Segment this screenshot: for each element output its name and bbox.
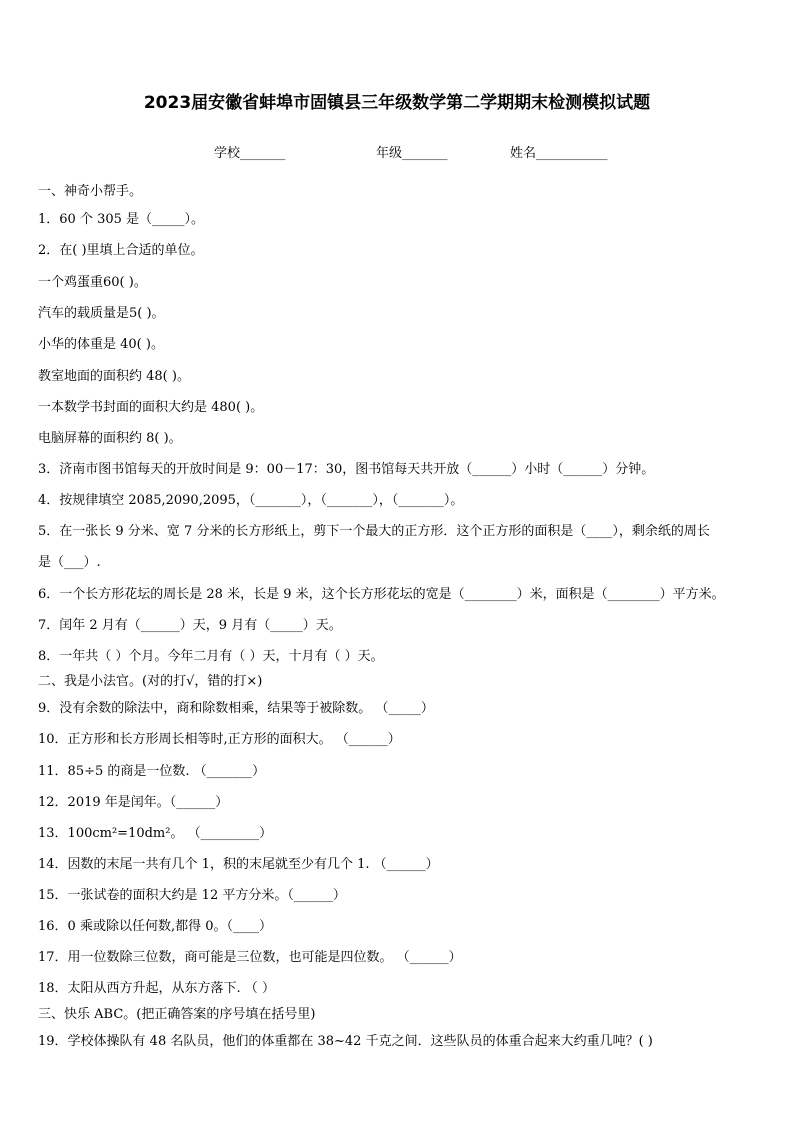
question-line: 11．85÷5 的商是一位数. （_______） xyxy=(38,764,266,779)
question-line: 教室地面的面积约 48( )。 xyxy=(38,369,190,384)
question-line: 5．在一张长 9 分米、宽 7 分米的长方形纸上，剪下一个最大的正方形．这个正方形的面积是（____），剩余纸的周长 xyxy=(38,524,710,539)
name-field[interactable]: 姓名___________ xyxy=(510,146,608,161)
question-line: 6．一个长方形花坛的周长是 28 米，长是 9 米，这个长方形花坛的宽是（________）米，面积是（________）平方米。 xyxy=(38,587,725,602)
question-line: 1．60 个 305 是（_____）。 xyxy=(38,212,205,227)
question-line: 19．学校体操队有 48 名队员，他们的体重都在 38~42 千克之间．这些队员的体重合起来大约重几吨？( ) xyxy=(38,1034,653,1049)
school-field[interactable]: 学校_______ xyxy=(214,146,286,161)
grade-field[interactable]: 年级_______ xyxy=(376,146,448,161)
section-heading: 二、我是小法官。(对的打√，错的打×) xyxy=(38,674,263,689)
question-line: 18．太阳从西方升起，从东方落下. （ ） xyxy=(38,981,275,996)
question-line: 14．因数的末尾一共有几个 1，积的末尾就至少有几个 1. （______） xyxy=(38,857,439,872)
question-line: 16．0 乘或除以任何数,都得 0。（____） xyxy=(38,919,272,934)
question-line: 10．正方形和长方形周长相等时,正方形的面积大。 （______） xyxy=(38,732,401,747)
question-line: 3．济南市图书馆每天的开放时间是 9：00－17：30，图书馆每天共开放（______）小时（______）分钟。 xyxy=(38,462,655,477)
question-line: 7．闰年 2 月有（______）天，9 月有（_____）天。 xyxy=(38,618,342,633)
question-line: 2．在( )里填上合适的单位。 xyxy=(38,243,204,258)
question-line: 12．2019 年是闰年。（______） xyxy=(38,795,229,810)
question-line: 是（___）. xyxy=(38,555,101,570)
section-heading: 一、神奇小帮手。 xyxy=(38,184,143,199)
page-title: 2023届安徽省蚌埠市固镇县三年级数学第二学期期末检测模拟试题 xyxy=(143,93,651,113)
question-line: 4．按规律填空 2085,2090,2095，（_______），（_______），（_______）。 xyxy=(38,493,464,508)
question-line: 8．一年共（ ）个月。今年二月有（ ）天，十月有（ ）天。 xyxy=(38,649,384,664)
question-line: 13．100cm²=10dm²。 （_________） xyxy=(38,826,273,841)
question-line: 小华的体重是 40( )。 xyxy=(38,337,164,352)
question-line: 汽车的载质量是5( )。 xyxy=(38,306,165,321)
question-line: 一个鸡蛋重60( )。 xyxy=(38,275,147,290)
section-heading: 三、快乐 ABC。(把正确答案的序号填在括号里) xyxy=(38,1007,316,1022)
question-line: 电脑屏幕的面积约 8( )。 xyxy=(38,431,182,446)
question-line: 15．一张试卷的面积大约是 12 平方分米。（______） xyxy=(38,888,346,903)
question-line: 9．没有余数的除法中，商和除数相乘，结果等于被除数。 （_____） xyxy=(38,701,434,716)
question-line: 17．用一位数除三位数，商可能是三位数，也可能是四位数。 （______） xyxy=(38,950,462,965)
question-line: 一本数学书封面的面积大约是 480( )。 xyxy=(38,400,264,415)
